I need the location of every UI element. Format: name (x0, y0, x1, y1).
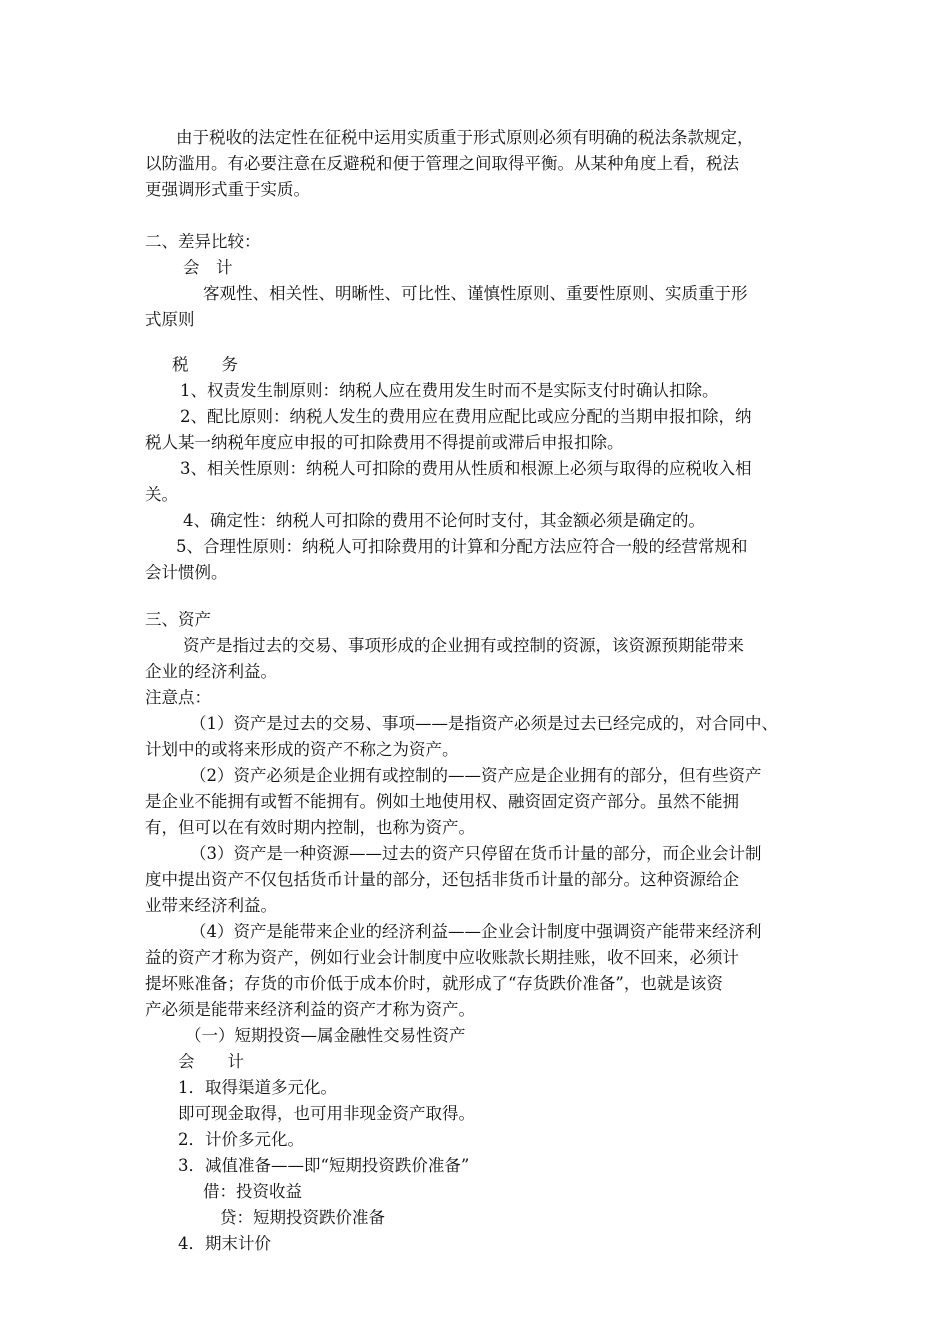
paragraph-line: 产必须是能带来经济利益的资产才称为资产。 (145, 1000, 475, 1019)
paragraph-line: 客观性、相关性、明晰性、可比性、谨慎性原则、重要性原则、实质重于形 (203, 284, 748, 303)
journal-credit: 贷：短期投资跌价准备 (220, 1208, 385, 1227)
paragraph-line: 会计惯例。 (145, 563, 228, 582)
paragraph-line: 以防滥用。有必要注意在反避税和便于管理之间取得平衡。从某种角度上看，税法 (145, 154, 739, 173)
paragraph-line: 有，但可以在有效时期内控制，也称为资产。 (145, 818, 475, 837)
list-item: （2）资产必须是企业拥有或控制的——资产应是企业拥有的部分，但有些资产 (190, 766, 762, 785)
journal-debit: 借：投资收益 (203, 1182, 302, 1201)
paragraph-line: 业带来经济利益。 (145, 896, 277, 915)
paragraph-line: 益的资产才称为资产，例如行业会计制度中应收账款长期挂账，收不回来，必须计 (145, 948, 739, 967)
list-item: （3）资产是一种资源——过去的资产只停留在货币计量的部分，而企业会计制 (190, 844, 762, 863)
subheading: 会 计 (178, 1052, 244, 1071)
paragraph-line: 企业的经济利益。 (145, 662, 277, 681)
paragraph-line: 度中提出资产不仅包括货币计量的部分，还包括非货币计量的部分。这种资源给企 (145, 870, 739, 889)
paragraph-line: 税人某一纳税年度应申报的可扣除费用不得提前或滞后申报扣除。 (145, 433, 624, 452)
subsection-heading: （一）短期投资—属金融性交易性资产 (185, 1026, 466, 1045)
paragraph-line: 更强调形式重于实质。 (145, 180, 310, 199)
subheading: 税 务 (172, 355, 238, 374)
paragraph-line: 关。 (145, 485, 178, 504)
list-item: （1）资产是过去的交易、事项——是指资产必须是过去已经完成的，对合同中、 (190, 714, 778, 733)
list-item: 2、配比原则：纳税人发生的费用应在费用应配比或应分配的当期申报扣除，纳 (180, 407, 752, 426)
paragraph-line: 是企业不能拥有或暂不能拥有。例如土地使用权、融资固定资产部分。虽然不能拥 (145, 792, 739, 811)
paragraph-line: 提坏账准备；存货的市价低于成本价时，就形成了“存货跌价准备”，也就是该资 (145, 974, 723, 993)
section-heading: 三、资产 (145, 610, 211, 629)
paragraph-line: 由于税收的法定性在征税中运用实质重于形式原则必须有明确的税法条款规定， (176, 128, 754, 147)
list-item: 2．计价多元化。 (178, 1130, 304, 1149)
list-item: 4．期末计价 (178, 1234, 271, 1253)
list-item: 4、确定性：纳税人可扣除的费用不论何时支付，其金额必须是确定的。 (183, 511, 705, 530)
paragraph-line: 计划中的或将来形成的资产不称之为资产。 (145, 740, 459, 759)
list-item: 1、权责发生制原则：纳税人应在费用发生时而不是实际支付时确认扣除。 (180, 381, 719, 400)
subheading: 会 计 (183, 258, 233, 277)
list-item: 1．取得渠道多元化。 (178, 1078, 337, 1097)
paragraph-line: 式原则 (145, 310, 195, 329)
section-heading: 二、差异比较： (145, 232, 261, 251)
list-item: 5、合理性原则：纳税人可扣除费用的计算和分配方法应符合一般的经营常规和 (176, 537, 748, 556)
list-item: 3．减值准备——即“短期投资跌价准备” (178, 1156, 470, 1175)
paragraph-line: 即可现金取得，也可用非现金资产取得。 (178, 1104, 475, 1123)
list-item: 3、相关性原则：纳税人可扣除的费用从性质和根源上必须与取得的应税收入相 (180, 459, 752, 478)
list-item: （4）资产是能带来企业的经济利益——企业会计制度中强调资产能带来经济利 (190, 922, 762, 941)
paragraph-line: 资产是指过去的交易、事项形成的企业拥有或控制的资源，该资源预期能带来 (183, 636, 744, 655)
subheading: 注意点： (145, 688, 211, 707)
